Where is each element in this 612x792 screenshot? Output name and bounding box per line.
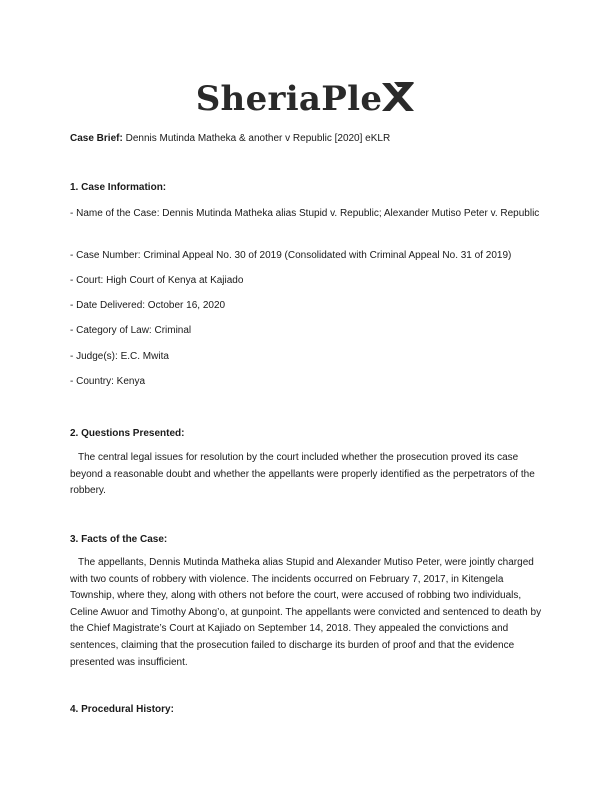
section-heading-case-information: 1. Case Information: bbox=[70, 182, 167, 193]
case-info-number: - Case Number: Criminal Appeal No. 30 of 2019 (Consolidated with Criminal Appeal No. 31 of 2019) bbox=[70, 250, 512, 261]
logo-wordmark: SheriaPle bbox=[195, 79, 383, 119]
section-heading-facts: 3. Facts of the Case: bbox=[70, 534, 168, 545]
case-info-name: - Name of the Case: Dennis Mutinda Matheka alias Stupid v. Republic; Alexander Mutiso Peter v. Republic bbox=[70, 208, 540, 219]
case-info-country: - Country: Kenya bbox=[70, 376, 146, 387]
section-heading-questions: 2. Questions Presented: bbox=[70, 428, 185, 439]
sheriaplex-logo bbox=[0, 78, 612, 120]
case-brief-title: Dennis Mutinda Matheka & another v Republic [2020] eKLR bbox=[125, 133, 391, 144]
case-info-date: - Date Delivered: October 16, 2020 bbox=[70, 300, 226, 311]
facts-paragraph: The appellants, Dennis Mutinda Matheka alias Stupid and Alexander Mutiso Peter, were jointly charged with two counts of robbery with violence. The incidents occurred on February 7, 2017, in Kitengela Township, where they, along with others not before the court, were accused of robbing two individuals, Celine Awuor and Timothy Abong’o, at gunpoint. The appellants were convicted and sentenced to death by the Chief Magistrate’s Court at Kajiado on September 14, 2018. They appealed the convictions and sentences, claiming that the prosecution failed to discharge its burden of proof and that the evidence presented was insufficient. bbox=[70, 557, 542, 668]
case-brief-label: Case Brief: bbox=[70, 133, 123, 144]
case-info-court: - Court: High Court of Kenya at Kajiado bbox=[70, 275, 244, 286]
section-heading-procedural-history: 4. Procedural History: bbox=[70, 704, 174, 715]
case-info-judge: - Judge(s): E.C. Mwita bbox=[70, 351, 169, 362]
questions-paragraph: The central legal issues for resolution by the court included whether the prosecution proved its case beyond a reasonable doubt and whether the appellants were properly identified as the perpetrators of the robbery. bbox=[70, 452, 535, 497]
x-mark-icon bbox=[380, 80, 416, 119]
case-info-category: - Category of Law: Criminal bbox=[70, 325, 192, 336]
case-brief-line bbox=[70, 131, 544, 147]
